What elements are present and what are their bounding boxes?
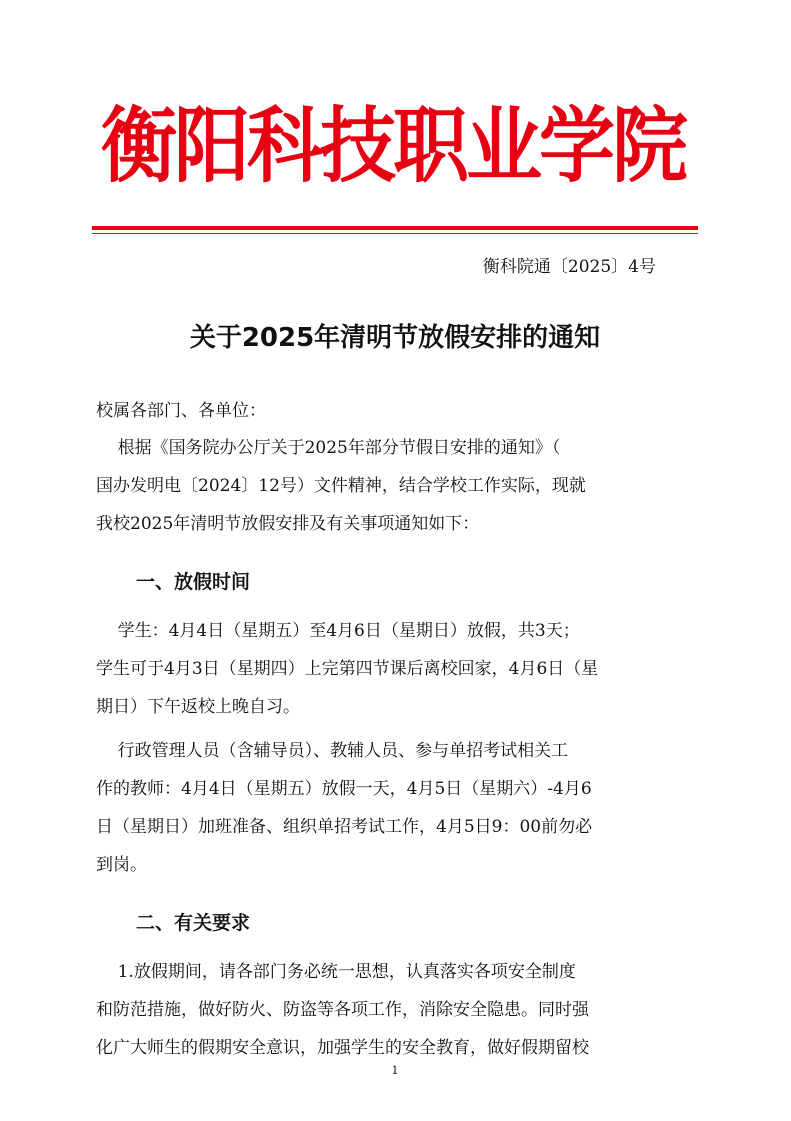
staff-line: 行政管理人员（含辅导员）、教辅人员、参与单招考试相关工 <box>96 741 569 761</box>
addressee: 校属各部门、各单位： <box>96 401 266 421</box>
section-heading-vacation-time: 一、放假时间 <box>136 571 251 593</box>
document-number: 衡科院通〔2025〕4号 <box>482 257 656 277</box>
page-number: 1 <box>391 1064 399 1077</box>
intro-line: 国办发明电〔2024〕12号）文件精神，结合学校工作实际，现就 <box>96 476 586 496</box>
section-heading-requirements: 二、有关要求 <box>136 912 251 934</box>
students-line: 期日）下午返校上晚自习。 <box>96 697 300 717</box>
intro-line: 根据《国务院办公厅关于2025年部分节假日安排的通知》（ <box>96 438 561 458</box>
students-line: 学生：4月4日（星期五）至4月6日（星期日）放假，共3天； <box>96 621 580 641</box>
requirement-line: 1.放假期间，请各部门务必统一思想，认真落实各项安全制度 <box>96 962 576 982</box>
masthead-rule-thin <box>92 233 698 234</box>
intro-line: 我校2025年清明节放假安排及有关事项通知如下： <box>96 514 480 534</box>
requirement-line: 和防范措施，做好防火、防盗等各项工作，消除安全隐患。同时强 <box>96 1000 589 1020</box>
masthead-org-name: 衡阳科技职业学院 <box>101 97 685 194</box>
staff-line: 作的教师：4月4日（星期五）放假一天，4月5日（星期六）-4月6 <box>96 779 592 799</box>
requirement-line: 化广大师生的假期安全意识，加强学生的安全教育，做好假期留校 <box>96 1038 589 1058</box>
staff-line: 到岗。 <box>96 855 147 875</box>
students-line: 学生可于4月3日（星期四）上完第四节课后离校回家，4月6日（星 <box>96 659 599 679</box>
masthead-rule-thick <box>92 226 698 230</box>
staff-line: 日（星期日）加班准备、组织单招考试工作，4月5日9：00前勿必 <box>96 817 593 837</box>
document-title: 关于2025年清明节放假安排的通知 <box>189 323 601 353</box>
